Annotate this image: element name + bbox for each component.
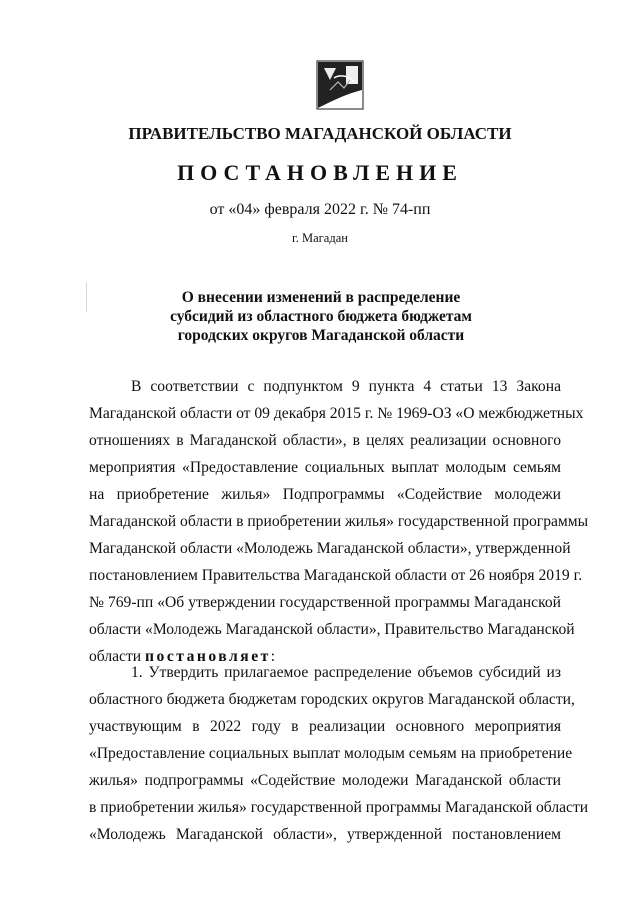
text-line: № 769-пп «Об утверждении государственной программы Магаданской <box>89 594 561 611</box>
coat-of-arms-emblem <box>316 60 364 110</box>
text-line: на приобретение жилья» Подпрограммы «Содействие молодежи <box>89 486 561 503</box>
resolves-prefix: области <box>89 648 142 665</box>
text-line: постановлением Правительства Магаданской области от 26 ноября 2019 г. <box>89 567 583 584</box>
subject-line: городских округов Магаданской области <box>177 327 465 344</box>
document-subject <box>150 288 492 345</box>
text-line: мероприятия «Предоставление социальных выплат молодым семьям <box>89 459 561 476</box>
text-line: области «Молодежь Магаданской области», Правительство Магаданской <box>89 621 575 638</box>
resolves-suffix: : <box>270 648 276 665</box>
text-line: Магаданской области в приобретении жилья» государственной программы <box>89 513 589 530</box>
text-line: участвующим в 2022 году в реализации основного мероприятия <box>89 718 561 735</box>
resolves-word: постановляет <box>145 648 271 665</box>
government-title: ПРАВИТЕЛЬСТВО МАГАДАНСКОЙ ОБЛАСТИ <box>128 124 512 143</box>
text-line: отношениях в Магаданской области», в целях реализации основного <box>89 432 561 449</box>
text-line: Магаданской области «Молодежь Магаданской области», утвержденной <box>89 540 571 557</box>
text-line: «Предоставление социальных выплат молодым семьям на приобретение <box>89 745 573 762</box>
text-line: 1. Утвердить прилагаемое распределение объемов субсидий из <box>131 664 561 681</box>
document-type-title: ПОСТАНОВЛЕНИЕ <box>177 160 463 185</box>
text-line: в приобретении жилья» государственной программы Магаданской области <box>89 799 589 816</box>
subject-line: субсидий из областного бюджета бюджетам <box>170 308 472 325</box>
text-line: «Молодежь Магаданской области», утвержденной постановлением <box>89 826 561 843</box>
text-line: жилья» подпрограммы «Содействие молодежи Магаданской области <box>89 772 561 789</box>
document-date-number: от «04» февраля 2022 г. № 74-пп <box>209 201 431 218</box>
text-line: Магаданской области от 09 декабря 2015 г. № 1969-ОЗ «О межбюджетных <box>89 405 584 422</box>
text-line: В соответствии с подпунктом 9 пункта 4 статьи 13 Закона <box>131 378 561 395</box>
subject-line: О внесении изменений в распределение <box>181 289 461 306</box>
text-line: областного бюджета бюджетам городских округов Магаданской области, <box>89 691 575 708</box>
document-city: г. Магадан <box>292 231 348 245</box>
margin-scan-mark <box>86 282 87 312</box>
